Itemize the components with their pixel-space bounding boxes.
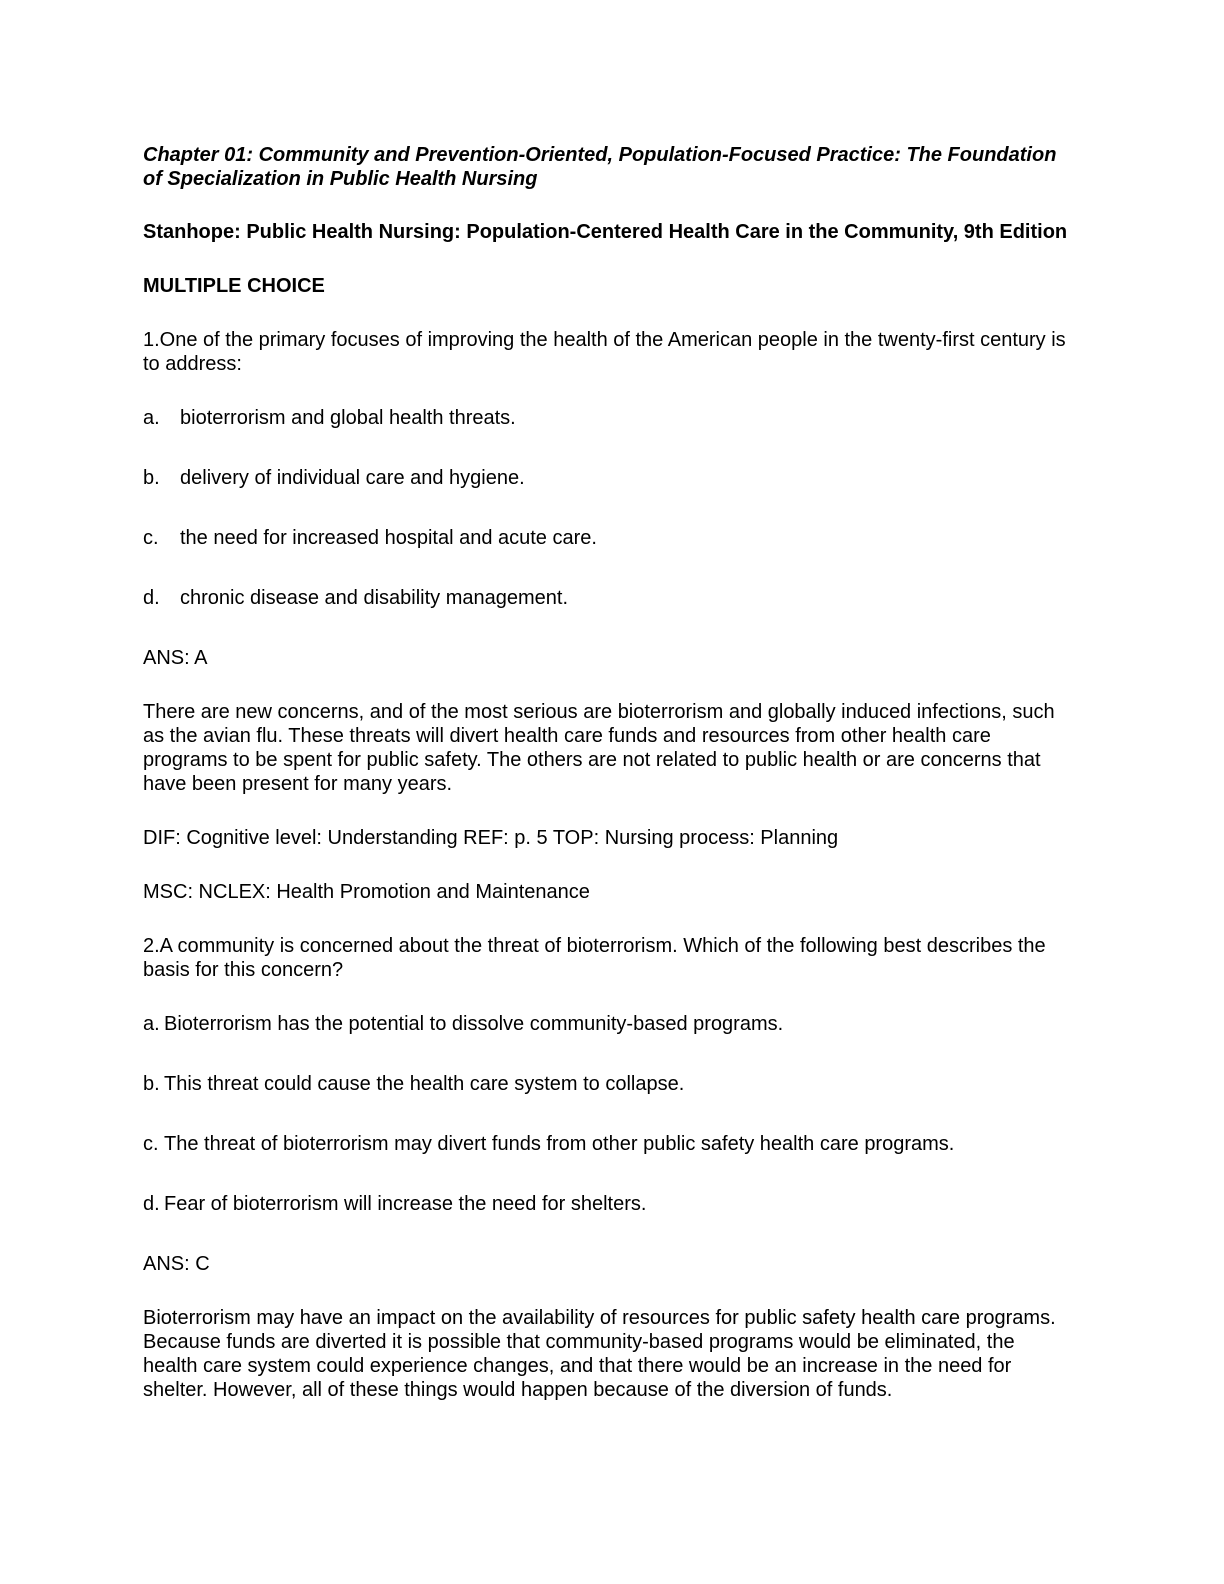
question-stem: 1.One of the primary focuses of improving the health of the American people in the twenty-first century is to address: [143,329,1066,375]
option-text: Bioterrorism has the potential to dissolve community-based programs. [164,1013,784,1035]
option-letter: a. [143,407,160,429]
option-letter: a. [143,1013,160,1035]
rationale: Bioterrorism may have an impact on the availability of resources for public safety health care programs. Because funds are diverted it is possible that community-based programs would be eliminated, the health care system could experience changes, and that there would be an increase in the need for shelter. However, all of these things would happen because of the diversion of funds. [143,1307,1056,1401]
question-1 [143,328,1073,904]
dif-line: DIF: Cognitive level: Understanding REF: p. 5 TOP: Nursing process: Planning [143,827,839,849]
question-2 [143,934,1073,1402]
option-text: the need for increased hospital and acute care. [180,527,597,549]
option-text: The threat of bioterrorism may divert funds from other public safety health care programs. [164,1133,955,1155]
section-heading: MULTIPLE CHOICE [143,275,325,297]
rationale: There are new concerns, and of the most serious are bioterrorism and globally induced infections, such as the avian flu. These threats will divert health care funds and resources from other health care programs to be spent for public safety. The others are not related to public health or are concerns that have been present for many years. [143,701,1055,795]
option-text: chronic disease and disability management. [180,587,568,609]
answer-key: ANS: A [143,647,208,669]
option-text: delivery of individual care and hygiene. [180,467,525,489]
question-stem: 2.A community is concerned about the threat of bioterrorism. Which of the following best describes the basis for this concern? [143,935,1046,981]
option-letter: d. [143,587,160,609]
option-d [143,1192,1073,1216]
option-letter: c. [143,527,159,549]
chapter-title: Chapter 01: Community and Prevention-Oriented, Population-Focused Practice: The Foundation of Specialization in Public Health Nursing [143,144,1057,190]
answer-key: ANS: C [143,1253,210,1275]
option-letter: b. [143,467,160,489]
option-text: bioterrorism and global health threats. [180,407,516,429]
option-b [143,466,1073,490]
msc-line: MSC: NCLEX: Health Promotion and Maintenance [143,881,590,903]
option-c [143,526,1073,550]
option-letter: d. [143,1193,160,1215]
option-text: This threat could cause the health care system to collapse. [164,1073,685,1095]
option-letter: c. [143,1133,159,1155]
book-title: Stanhope: Public Health Nursing: Population-Centered Health Care in the Community, 9th Edition [143,221,1068,243]
option-a [143,406,1073,430]
option-text: Fear of bioterrorism will increase the need for shelters. [164,1193,647,1215]
option-c [143,1132,1073,1156]
option-a [143,1012,1073,1036]
option-b [143,1072,1073,1096]
document-page [143,143,1073,1432]
option-letter: b. [143,1073,160,1095]
option-d [143,586,1073,610]
